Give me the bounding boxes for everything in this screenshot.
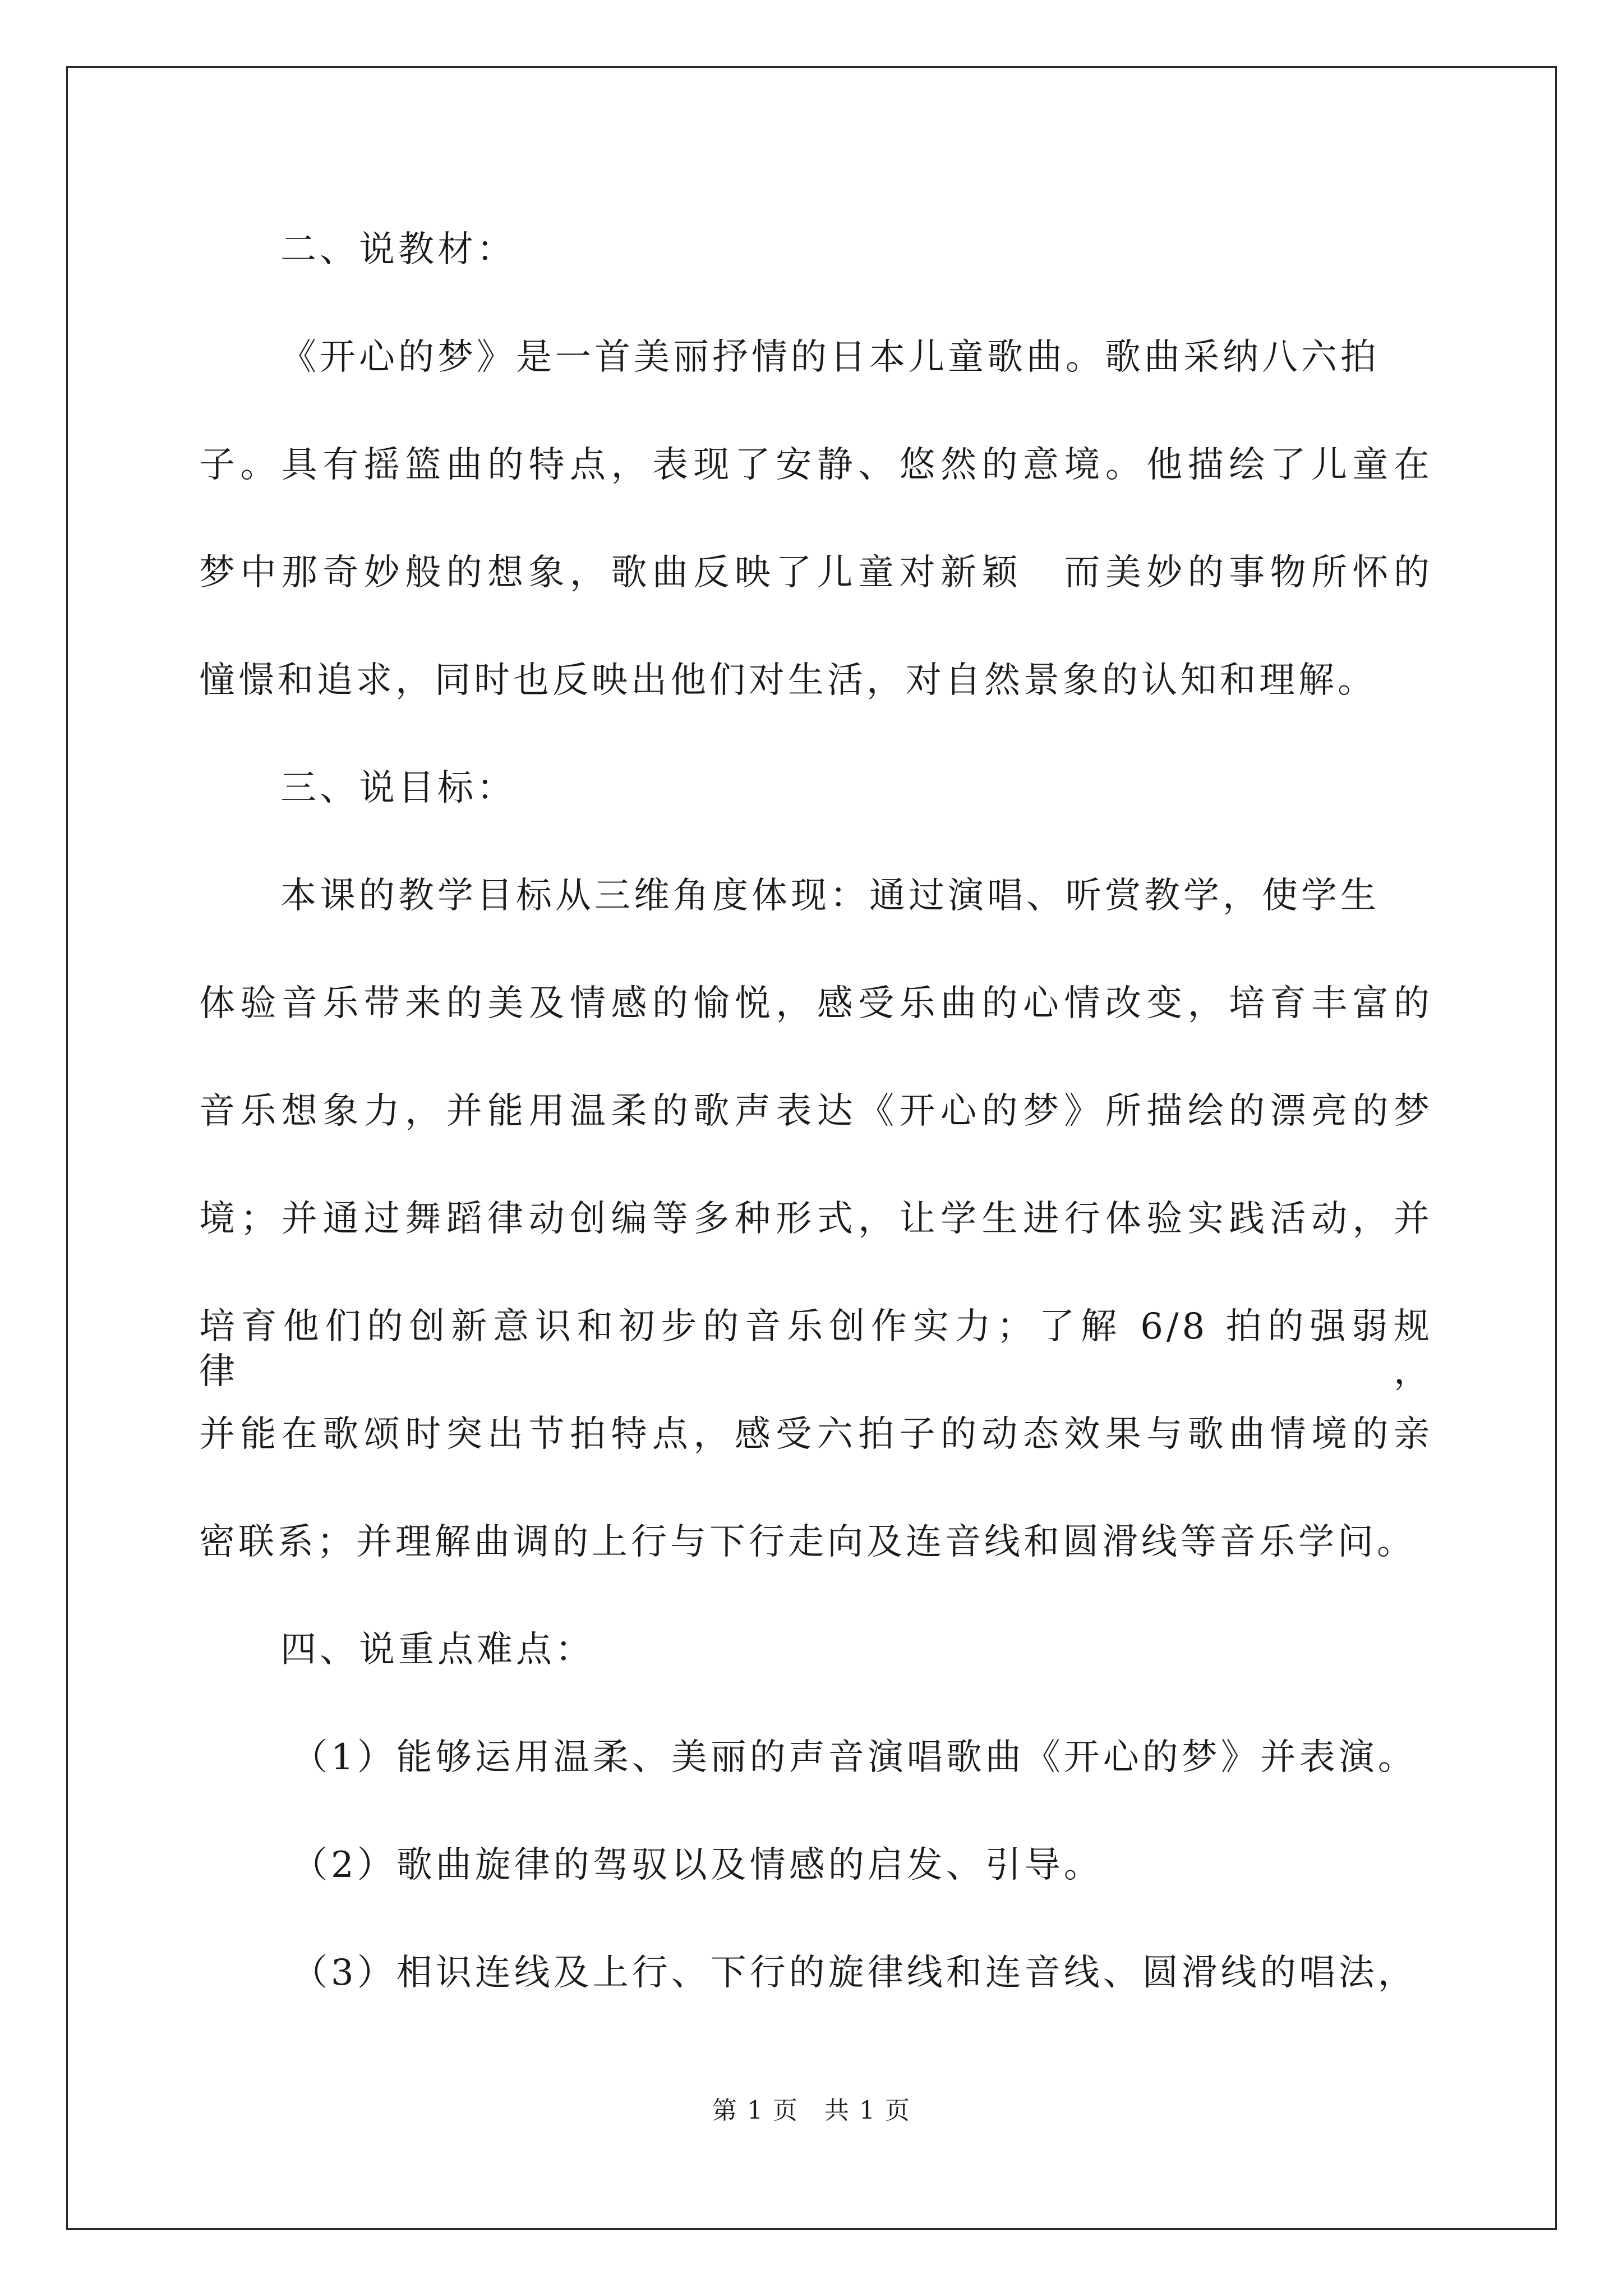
paragraph-line: 并能在歌颂时突出节拍特点，感受六拍子的动态效果与歌曲情境的亲 (199, 1414, 1433, 1455)
section-heading-textbook: 二、说教材： (280, 229, 516, 270)
page-footer: 第 1 页 共 1 页 (712, 2096, 911, 2125)
page-frame (66, 66, 1557, 2230)
list-item: （1）能够运用温柔、美丽的声音演唱歌曲《开心的梦》并表演。 (292, 1737, 1417, 1778)
paragraph-line: 梦中那奇妙般的想象，歌曲反映了儿童对新颖 而美妙的事物所怀的 (199, 552, 1433, 593)
list-item: （2）歌曲旋律的驾驭以及情感的启发、引导。 (292, 1844, 1103, 1886)
list-item: （3）相识连线及上行、下行的旋律线和连音线、圆滑线的唱法， (292, 1952, 1417, 1994)
section-heading-key-points: 四、说重点难点： (280, 1629, 594, 1671)
paragraph-line: 境；并通过舞蹈律动创编等多种形式，让学生进行体验实践活动，并 (199, 1198, 1433, 1240)
paragraph-line: 培育他们的创新意识和初步的音乐创作实力；了解 6/8 拍的强弱规律， (199, 1306, 1433, 1392)
paragraph-line: 憧憬和追求，同时也反映出他们对生活，对自然景象的认知和理解。 (199, 660, 1377, 701)
paragraph-line: 音乐想象力，并能用温柔的歌声表达《开心的梦》所描绘的漂亮的梦 (199, 1091, 1433, 1132)
paragraph-line: 子。具有摇篮曲的特点，表现了安静、悠然的意境。他描绘了儿童在 (199, 444, 1433, 486)
paragraph-line: 体验音乐带来的美及情感的愉悦，感受乐曲的心情改变，培育丰富的 (199, 983, 1433, 1024)
paragraph-line: 《开心的梦》是一首美丽抒情的日本儿童歌曲。歌曲采纳八六拍 (280, 337, 1380, 378)
section-heading-goals: 三、说目标： (280, 767, 516, 809)
paragraph-line: 密联系；并理解曲调的上行与下行走向及连音线和圆滑线等音乐学问。 (199, 1521, 1416, 1563)
paragraph-line: 本课的教学目标从三维角度体现：通过演唱、听赏教学，使学生 (280, 875, 1380, 917)
